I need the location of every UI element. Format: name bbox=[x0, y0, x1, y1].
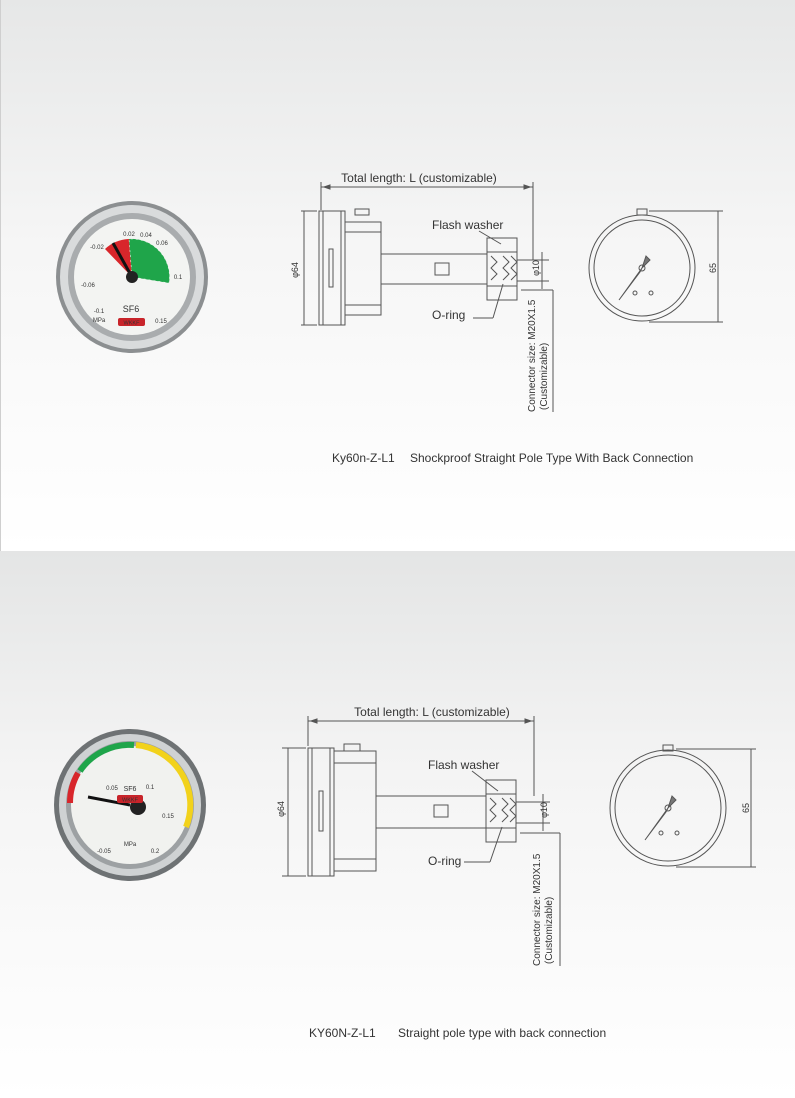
flash-washer-label: Flash washer bbox=[432, 218, 504, 232]
caption-label: Straight pole type with back connection bbox=[398, 1026, 607, 1040]
tick-label: -0.06 bbox=[81, 283, 95, 289]
total-length-label: Total length: L (customizable) bbox=[341, 171, 497, 185]
caption-label: Shockproof Straight Pole Type With Back Connection bbox=[410, 451, 694, 465]
flash-washer-label: Flash washer bbox=[428, 758, 500, 772]
panel-1-drawing bbox=[1, 0, 795, 551]
o-ring-label: O-ring bbox=[428, 854, 462, 868]
bore-label: φ10 bbox=[539, 802, 549, 818]
connector-custom-label: (Customizable) bbox=[544, 896, 555, 964]
side-view-1 bbox=[301, 182, 553, 412]
model-label: KY60N-Z-L1 bbox=[309, 1026, 376, 1040]
tick-label: 0.06 bbox=[156, 241, 168, 247]
side-view-2 bbox=[282, 716, 560, 966]
diameter-label: φ64 bbox=[290, 262, 300, 278]
tick-label: 0.15 bbox=[162, 814, 174, 820]
tick-label: 0.04 bbox=[140, 233, 152, 239]
gauge-photo-2 bbox=[54, 729, 206, 881]
tick-label: -0.02 bbox=[90, 245, 104, 251]
connector-size-label: Connector size: M20X1.5 bbox=[532, 853, 543, 966]
tick-label: 0.1 bbox=[173, 275, 183, 281]
connector-size-label: Connector size: M20X1.5 bbox=[527, 299, 538, 412]
gauge-brand: WKKF bbox=[122, 797, 138, 804]
tick-label: 0.02 bbox=[123, 232, 135, 238]
tick-label: 0.05 bbox=[106, 786, 118, 792]
tick-label: 0.1 bbox=[145, 785, 155, 791]
tick-label: 0.2 bbox=[150, 849, 160, 855]
tick-label: -0.05 bbox=[97, 849, 111, 855]
panel-2-drawing bbox=[0, 551, 795, 1098]
gauge-medium: SF6 bbox=[123, 786, 137, 793]
gauge-photo-1 bbox=[56, 201, 208, 353]
height-label: 65 bbox=[741, 802, 751, 814]
gauge-unit: MPa bbox=[92, 318, 106, 324]
diameter-label: φ64 bbox=[276, 801, 286, 817]
front-view-1 bbox=[589, 209, 723, 322]
model-label: Ky60n-Z-L1 bbox=[332, 451, 395, 465]
gauge-brand: WKKF bbox=[123, 320, 140, 327]
tick-label: -0.1 bbox=[93, 309, 105, 315]
gauge-unit: MPa bbox=[123, 842, 137, 848]
front-view-2 bbox=[610, 745, 756, 867]
bore-label: φ10 bbox=[531, 260, 541, 276]
o-ring-label: O-ring bbox=[432, 308, 466, 322]
tick-label: 0.15 bbox=[155, 319, 167, 325]
total-length-label: Total length: L (customizable) bbox=[354, 705, 510, 719]
connector-custom-label: (Customizable) bbox=[539, 342, 550, 410]
gauge-medium: SF6 bbox=[122, 304, 140, 314]
product-panel-2 bbox=[0, 551, 795, 1098]
height-label: 65 bbox=[708, 262, 718, 274]
